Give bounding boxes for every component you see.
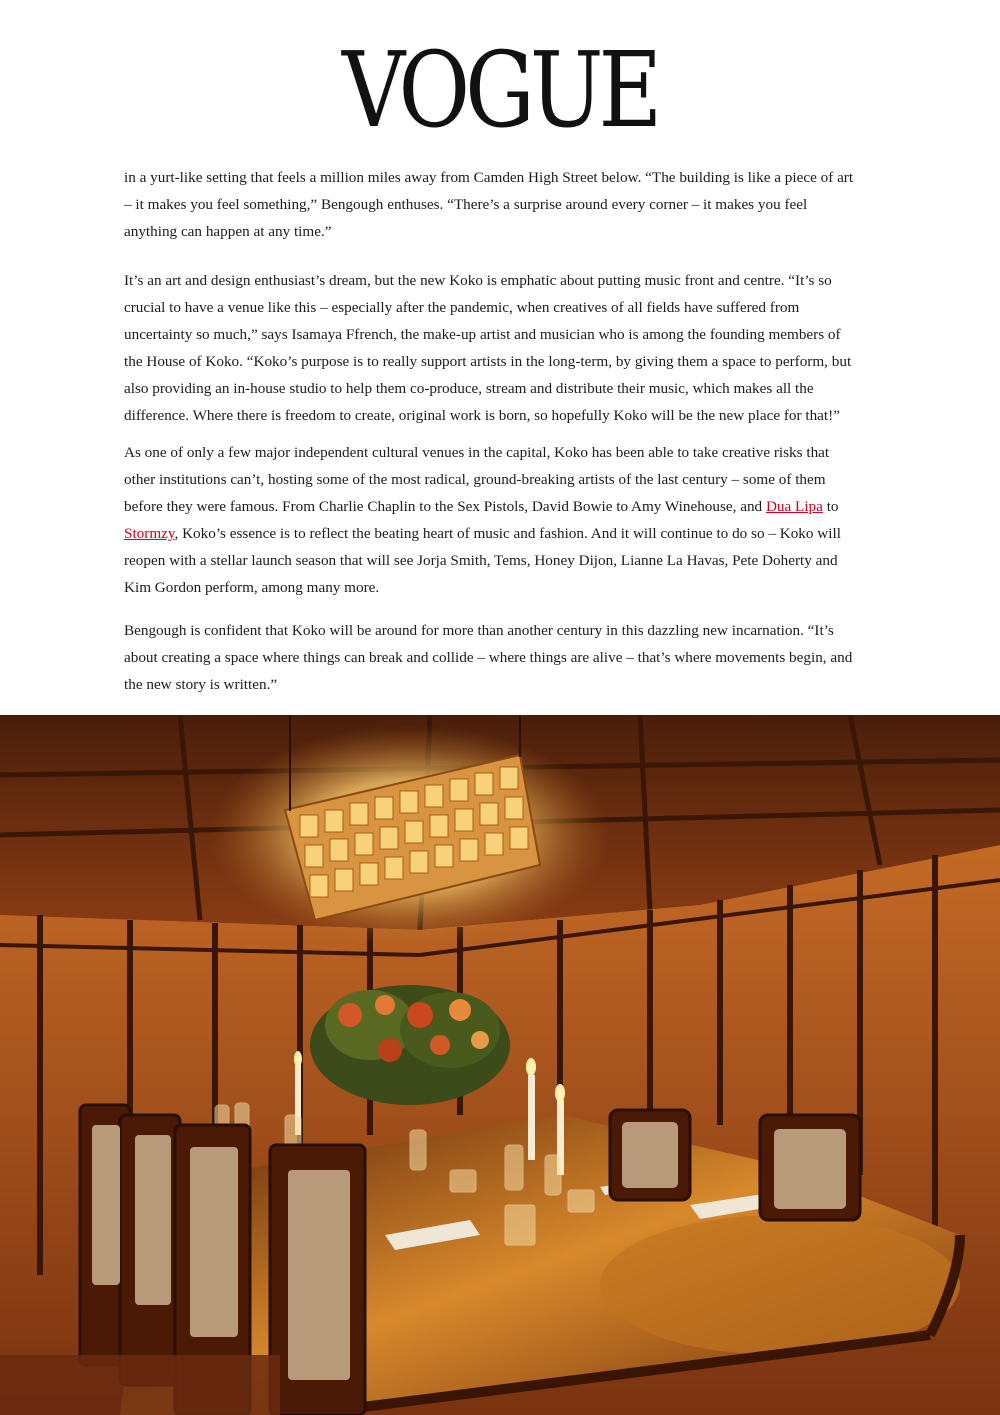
dining-room-photo [0, 715, 1000, 1415]
paragraph-3-text-b: to [822, 498, 839, 515]
dua-lipa-link[interactable]: Dua Lipa [765, 498, 823, 515]
rug [0, 1355, 280, 1415]
article-body [124, 164, 862, 712]
paragraph-4: Bengough is confident that Koko will be around for more than another century in this dazzling new incarnation. “It’s about creating a space where things can break and collide – where things are alive – that’s where movements begin, and the new story is written.” [124, 622, 853, 693]
stormzy-link[interactable]: Stormzy [124, 525, 175, 542]
paragraph-1: in a yurt-like setting that feels a million miles away from Camden High Street below. “The building is like a piece of art – it makes you feel something,” Bengough enthuses. “There’s a surprise around every corner – it makes you feel anything can happen at any time.” [124, 169, 854, 240]
paragraph-3-text-c: , Koko’s essence is to reflect the beating heart of music and fashion. And it will continue to do so – Koko will reopen with a stellar launch season that will see Jorja Smith, Tems, Honey Dijon, Lianne La Havas, Pete Doherty and Kim Gordon perform, among many more. [124, 525, 841, 596]
masthead [0, 29, 1000, 151]
paragraph-2: It’s an art and design enthusiast’s dream, but the new Koko is emphatic about putting music front and centre. “It’s so crucial to have a venue like this – especially after the pandemic, when creatives of all fields have suffered from uncertainty so much,” says Isamaya Ffrench, the make-up artist and musician who is among the founding members of the House of Koko. “Koko’s purpose is to really support artists in the long-term, by giving them a space to perform, but also providing an in-house studio to help them co-produce, stream and distribute their music, which makes all the difference. Where there is freedom to create, original work is born, so hopefully Koko will be the new place for that!” [124, 272, 852, 424]
paragraph-3-text-a: As one of only a few major independent cultural venues in the capital, Koko has been able to take creative risks that other institutions can’t, hosting some of the most radical, ground-breaking artists of the last century – some of them before they were famous. From Charlie Chaplin to the Sex Pistols, David Bowie to Amy Winehouse, and [124, 444, 830, 515]
dining-room-illustration [0, 715, 1000, 1415]
paragraph-3 [124, 439, 862, 601]
flower-arrangement [310, 985, 510, 1105]
vogue-logo[interactable]: VOGUE [342, 29, 658, 151]
